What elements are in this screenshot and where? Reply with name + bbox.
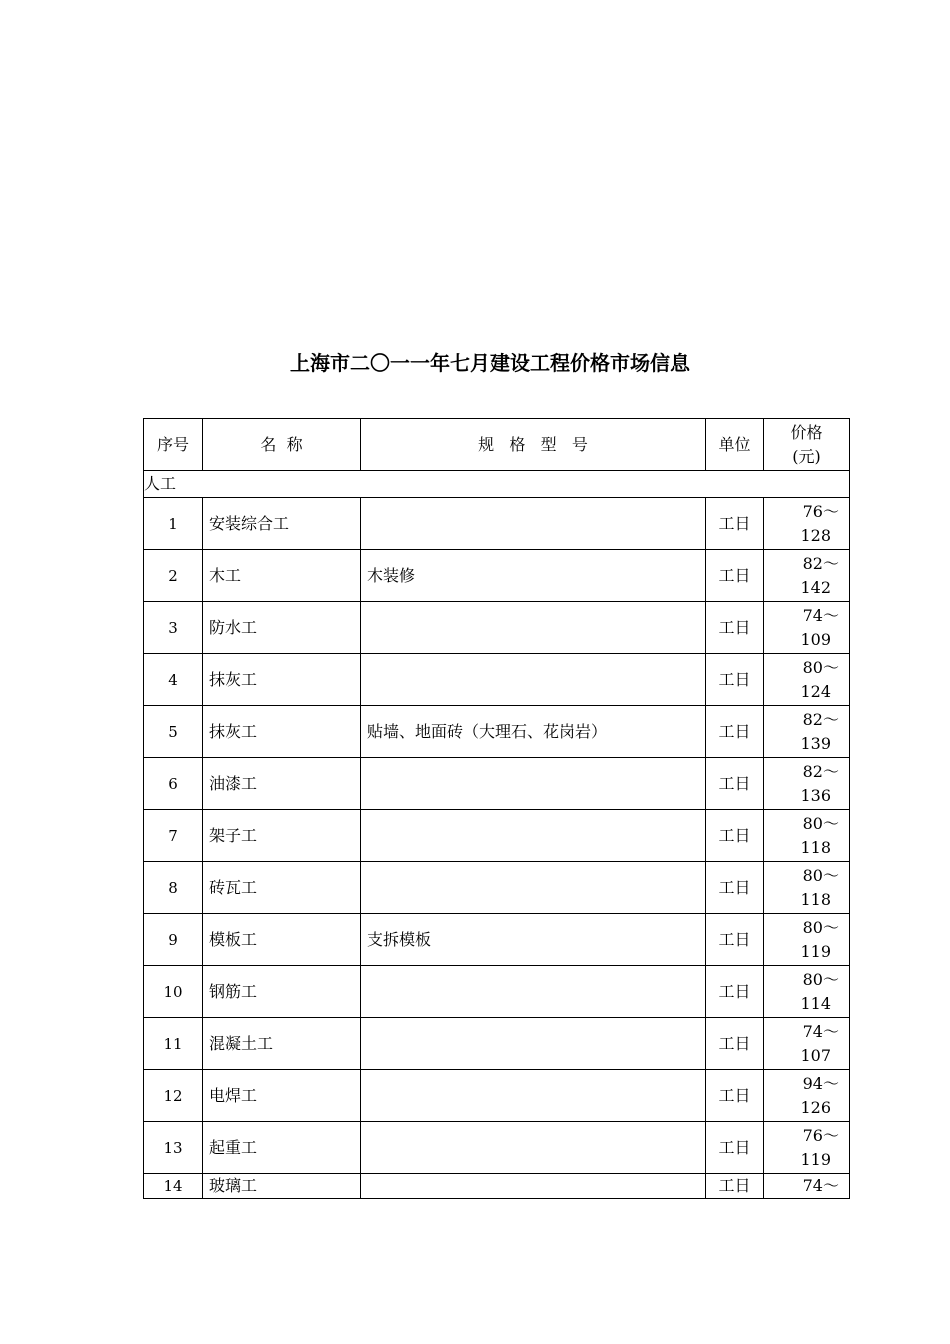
row-price <box>764 1018 850 1070</box>
header-name: 名 称 <box>203 419 361 471</box>
row-name: 砖瓦工 <box>203 862 361 914</box>
table-header-row <box>144 419 850 471</box>
price-low: 80～ <box>802 865 839 885</box>
price-low: 80～ <box>802 917 839 937</box>
row-unit: 工日 <box>706 550 764 602</box>
row-index: 6 <box>144 758 203 810</box>
row-spec: 支拆模板 <box>361 914 706 966</box>
table-row <box>144 1174 850 1199</box>
row-name: 电焊工 <box>203 1070 361 1122</box>
header-index: 序号 <box>144 419 203 471</box>
row-spec: 木装修 <box>361 550 706 602</box>
table-row <box>144 914 850 966</box>
row-unit: 工日 <box>706 602 764 654</box>
row-unit: 工日 <box>706 758 764 810</box>
table-row <box>144 602 850 654</box>
row-index: 14 <box>144 1174 203 1199</box>
row-unit: 工日 <box>706 1174 764 1199</box>
row-unit: 工日 <box>706 1122 764 1174</box>
price-low: 94～ <box>802 1073 839 1093</box>
row-price <box>764 1122 850 1174</box>
table-row <box>144 550 850 602</box>
row-index: 7 <box>144 810 203 862</box>
row-price <box>764 810 850 862</box>
price-low: 80～ <box>802 657 839 677</box>
row-unit: 工日 <box>706 966 764 1018</box>
price-table <box>143 418 850 1199</box>
table-row <box>144 706 850 758</box>
price-high: 142 <box>800 577 831 597</box>
table-row <box>144 498 850 550</box>
price-high: 114 <box>800 993 831 1013</box>
row-unit: 工日 <box>706 706 764 758</box>
table-row <box>144 1070 850 1122</box>
row-price <box>764 862 850 914</box>
row-price <box>764 1174 850 1199</box>
row-index: 8 <box>144 862 203 914</box>
header-unit: 单位 <box>706 419 764 471</box>
row-unit: 工日 <box>706 1070 764 1122</box>
price-high: 118 <box>800 837 831 857</box>
row-name: 油漆工 <box>203 758 361 810</box>
price-low: 82～ <box>802 553 839 573</box>
row-index: 9 <box>144 914 203 966</box>
header-spec: 规 格 型 号 <box>361 419 706 471</box>
price-low: 82～ <box>802 709 839 729</box>
document-title: 上海市二〇一一年七月建设工程价格市场信息 <box>290 351 690 375</box>
price-high: 118 <box>800 889 831 909</box>
table-row <box>144 654 850 706</box>
row-index: 12 <box>144 1070 203 1122</box>
row-spec <box>361 966 706 1018</box>
row-price <box>764 550 850 602</box>
row-spec <box>361 1174 706 1199</box>
price-high: 119 <box>800 941 831 961</box>
row-price <box>764 758 850 810</box>
row-price <box>764 706 850 758</box>
row-price <box>764 1070 850 1122</box>
header-price <box>764 419 850 471</box>
row-unit: 工日 <box>706 862 764 914</box>
row-spec <box>361 1070 706 1122</box>
table-row <box>144 1018 850 1070</box>
row-name: 安装综合工 <box>203 498 361 550</box>
section-row <box>144 471 850 498</box>
price-low: 76～ <box>802 1125 839 1145</box>
table-row <box>144 862 850 914</box>
row-index: 11 <box>144 1018 203 1070</box>
price-low: 76～ <box>802 501 839 521</box>
table-row <box>144 758 850 810</box>
row-name: 起重工 <box>203 1122 361 1174</box>
row-index: 3 <box>144 602 203 654</box>
table-row <box>144 810 850 862</box>
price-low: 74～ <box>802 1021 839 1041</box>
row-spec <box>361 862 706 914</box>
row-spec <box>361 758 706 810</box>
header-price-unit: (元) <box>792 446 821 466</box>
row-index: 10 <box>144 966 203 1018</box>
row-spec <box>361 498 706 550</box>
row-price <box>764 966 850 1018</box>
row-index: 1 <box>144 498 203 550</box>
price-low: 80～ <box>802 813 839 833</box>
row-name: 混凝土工 <box>203 1018 361 1070</box>
row-name: 防水工 <box>203 602 361 654</box>
section-title: 人工 <box>144 471 850 498</box>
row-spec: 贴墙、地面砖（大理石、花岗岩） <box>361 706 706 758</box>
price-low: 82～ <box>802 761 839 781</box>
row-name: 抹灰工 <box>203 654 361 706</box>
table-row <box>144 966 850 1018</box>
row-spec <box>361 654 706 706</box>
header-price-label: 价格 <box>790 422 823 442</box>
table-row <box>144 1122 850 1174</box>
row-spec <box>361 602 706 654</box>
price-high: 124 <box>800 681 831 701</box>
row-name: 钢筋工 <box>203 966 361 1018</box>
row-index: 4 <box>144 654 203 706</box>
row-index: 5 <box>144 706 203 758</box>
price-low: 80～ <box>802 969 839 989</box>
row-unit: 工日 <box>706 654 764 706</box>
row-name: 玻璃工 <box>203 1174 361 1199</box>
row-spec <box>361 1122 706 1174</box>
row-index: 13 <box>144 1122 203 1174</box>
row-name: 架子工 <box>203 810 361 862</box>
price-high: 109 <box>800 629 831 649</box>
price-high: 139 <box>800 733 831 753</box>
row-spec <box>361 810 706 862</box>
row-name: 模板工 <box>203 914 361 966</box>
row-price <box>764 602 850 654</box>
row-unit: 工日 <box>706 810 764 862</box>
row-price <box>764 654 850 706</box>
price-high: 126 <box>800 1097 831 1117</box>
row-unit: 工日 <box>706 914 764 966</box>
price-low: 74～ <box>802 605 839 625</box>
row-spec <box>361 1018 706 1070</box>
row-name: 抹灰工 <box>203 706 361 758</box>
price-low: 74～ <box>802 1176 839 1195</box>
row-unit: 工日 <box>706 498 764 550</box>
price-high: 136 <box>800 785 831 805</box>
price-high: 119 <box>800 1149 831 1169</box>
row-price <box>764 498 850 550</box>
row-name: 木工 <box>203 550 361 602</box>
row-index: 2 <box>144 550 203 602</box>
price-high: 128 <box>800 525 831 545</box>
price-high: 107 <box>800 1045 831 1065</box>
row-price <box>764 914 850 966</box>
row-unit: 工日 <box>706 1018 764 1070</box>
